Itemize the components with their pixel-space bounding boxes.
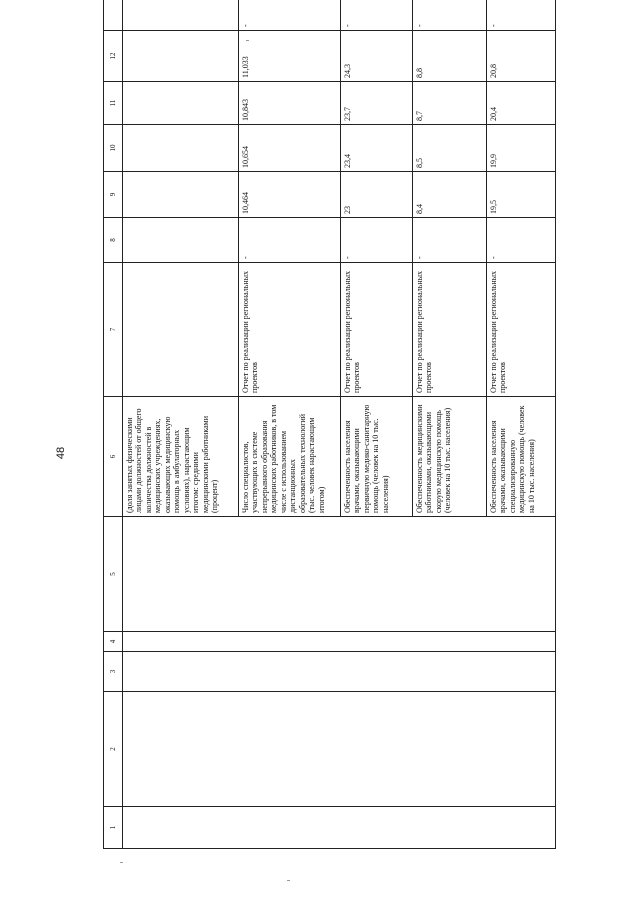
source-cell: Отчет по реализации региональных проектов xyxy=(413,263,487,397)
indicator-name: Число специалистов, участвующих в системе непрерывного образования медицинских работников, в том числе с использованием дистанционных образовательных технологий (тыс. человек нарастающим итогом) xyxy=(239,397,341,517)
source-cell: Отчет по реализации региональных проектов xyxy=(487,263,556,397)
page-number: 48 xyxy=(55,446,67,460)
value-cell: - xyxy=(239,0,341,31)
value-cell: 19,5 xyxy=(487,172,556,218)
value-cell xyxy=(123,0,239,31)
indicator-name: Обеспеченность населения врачами, оказывающими специализированную медицинскую помощь (человек на 10 тыс. населения) xyxy=(487,397,556,517)
value-cell: 23,4 xyxy=(341,125,413,172)
value-cell: 8,5 xyxy=(413,125,487,172)
value-cell: 10,464 xyxy=(239,172,341,218)
col-header-9: 9 xyxy=(104,172,123,218)
col-header-11: 11 xyxy=(104,82,123,125)
value-cell: - xyxy=(413,218,487,263)
value-cell: 8,7 xyxy=(413,82,487,125)
value-cell: 8,4 xyxy=(413,172,487,218)
col-header-8: 8 xyxy=(104,218,123,263)
value-cell: 20,4 xyxy=(487,82,556,125)
value-cell xyxy=(123,31,239,82)
value-cell: 19,9 xyxy=(487,125,556,172)
value-cell: - xyxy=(239,218,341,263)
value-cell: - xyxy=(413,0,487,31)
indicator-table xyxy=(103,0,556,849)
source-cell: Отчет по реализации региональных проектов xyxy=(239,263,341,397)
header-row xyxy=(104,0,123,849)
value-cell: 20,8 xyxy=(487,31,556,82)
source-cell: Отчет по реализации региональных проектов xyxy=(341,263,413,397)
indicator-name: Обеспеченность населения врачами, оказывающими первичную медико-санитарную помощь (человек на 10 тыс. населения) xyxy=(341,397,413,517)
value-cell: 24,3 xyxy=(341,31,413,82)
col-header-13 xyxy=(104,0,123,31)
value-cell xyxy=(123,82,239,125)
indicator-table-wrapper xyxy=(103,24,556,849)
scan-speck xyxy=(287,880,290,881)
indicator-name: (доля занятых физическими лицами должностей от общего количества должностей в медицинских учреждениях, оказывающих медицинскую помощь в амбулаторных условиях), нарастающим итогом: средними медицинскими работниками (процент) xyxy=(123,397,239,517)
value-cell: 23 xyxy=(341,172,413,218)
value-cell: - xyxy=(341,0,413,31)
value-cell: 8,8 xyxy=(413,31,487,82)
value-cell: 10,843 xyxy=(239,82,341,125)
cell-5 xyxy=(123,517,556,632)
value-cell: 10,654 xyxy=(239,125,341,172)
value-cell: - xyxy=(341,218,413,263)
col-header-6: 6 xyxy=(104,397,123,517)
cell-2 xyxy=(123,692,556,807)
col-header-3: 3 xyxy=(104,652,123,692)
source-cell xyxy=(123,263,239,397)
value-cell xyxy=(123,218,239,263)
indicator-name: Обеспеченность медицинскими работниками, оказывающими скорую медицинскую помощь (человек на 10 тыс. населения) xyxy=(413,397,487,517)
cell-3 xyxy=(123,652,556,692)
col-header-10: 10 xyxy=(104,125,123,172)
col-header-1: 1 xyxy=(104,807,123,849)
cell-1 xyxy=(123,807,556,849)
col-header-4: 4 xyxy=(104,632,123,652)
col-header-7: 7 xyxy=(104,263,123,397)
col-header-2: 2 xyxy=(104,692,123,807)
value-cell: - xyxy=(487,0,556,31)
value-cell: - xyxy=(487,218,556,263)
scan-speck xyxy=(120,862,123,863)
col-header-12: 12 xyxy=(104,31,123,82)
value-cell: 23,7 xyxy=(341,82,413,125)
col-header-5: 5 xyxy=(104,517,123,632)
table-row xyxy=(123,0,239,849)
value-cell xyxy=(123,172,239,218)
value-cell: 11,033 xyxy=(239,31,341,82)
value-cell xyxy=(123,125,239,172)
cell-4 xyxy=(123,632,556,652)
